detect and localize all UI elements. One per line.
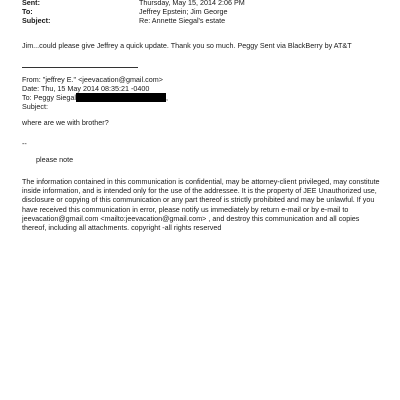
quoted-from-line: From: "jeffrey E." <jeevacation@gmail.com> [22, 75, 163, 84]
quoted-message: where are we with brother? [22, 118, 109, 127]
redaction-block [76, 93, 166, 102]
reply-text: Jim...could please give Jeffrey a quick update. Thank you so much. Peggy Sent via BlackBerry by AT&T [22, 41, 352, 50]
quoted-to-line [22, 93, 168, 102]
sent-value: Thursday, May 15, 2014 2:06 PM [139, 0, 245, 7]
quoted-to-text: To: Peggy Siegal [22, 93, 76, 102]
sent-label: Sent: [22, 0, 40, 7]
confidentiality-disclaimer: The information contained in this communication is confidential, may be attorney-client privileged, may constitute inside information, and is intended only for the use of the addressee. It is the property of JEE Unauthorized use, disclosure or copying of this communication or any part thereof is strictly prohibited and may be unlawful. If you have received this communication in error, please notify us immediately by return e-mail or by e-mail to jeevacation@gmail.com <mailto:jeevacation@gmail.com> , and destroy this communication and all copies thereof, including all attachments. copyright -all rights reserved [22, 177, 380, 233]
subject-label: Subject: [22, 16, 51, 25]
to-label: To: [22, 7, 33, 16]
subject-value: Re: Annette Siegal's estate [139, 16, 226, 25]
to-value: Jeffrey Epstein; Jim George [139, 7, 228, 16]
quoted-subject-line: Subject: [22, 102, 48, 111]
signature-dashes: -- [22, 139, 27, 148]
quoted-to-suffix: , [165, 93, 168, 102]
quoted-date-line: Date: Thu, 15 May 2014 08:35:21 -0400 [22, 84, 150, 93]
quote-divider [22, 67, 138, 68]
please-note-text: please note [36, 155, 74, 164]
